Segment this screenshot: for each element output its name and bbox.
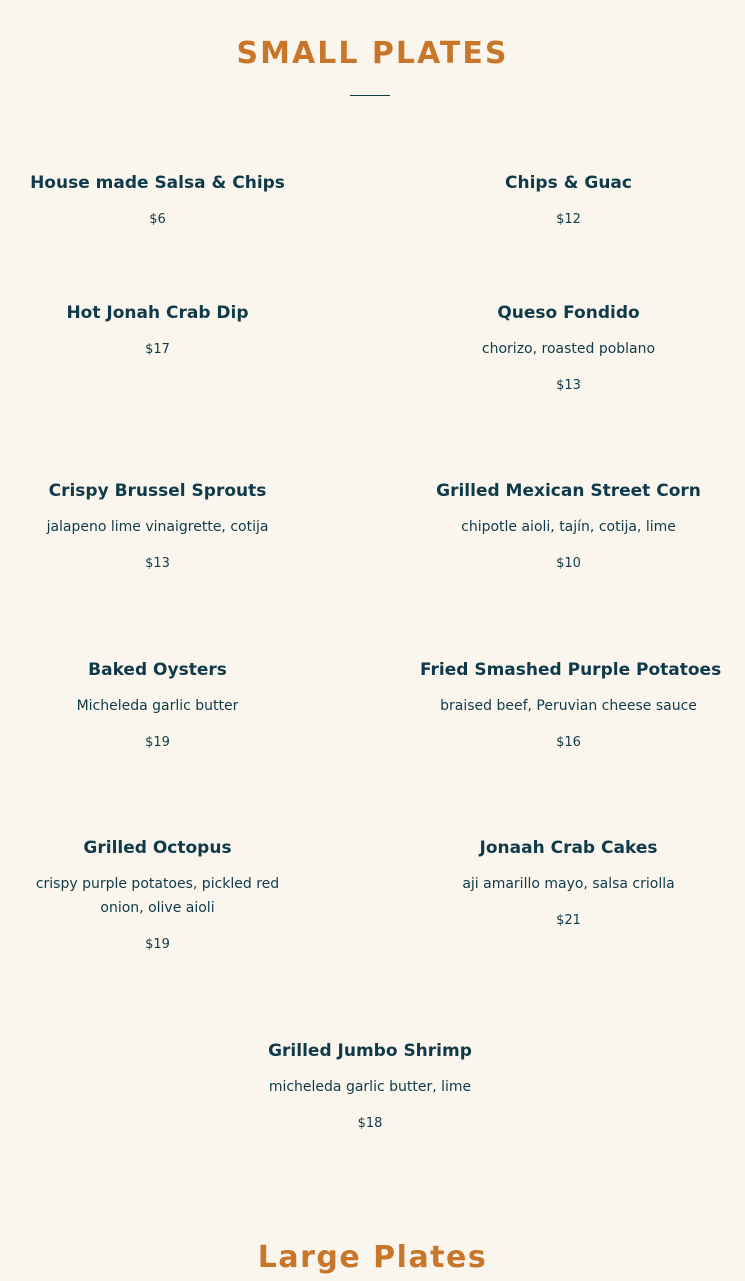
item-name: Grilled Octopus bbox=[83, 838, 232, 858]
item-name: Queso Fondido bbox=[497, 303, 640, 323]
item-description: micheleda garlic butter, lime bbox=[268, 1079, 472, 1095]
item-name: Hot Jonah Crab Dip bbox=[66, 303, 249, 323]
menu-item bbox=[20, 837, 295, 954]
small-plates-heading: SMALL PLATES bbox=[236, 36, 509, 71]
menu-item bbox=[420, 837, 717, 930]
item-price: $6 bbox=[149, 212, 166, 227]
item-price: $16 bbox=[556, 735, 581, 750]
item-price: $10 bbox=[556, 556, 581, 571]
item-price: $21 bbox=[556, 913, 581, 928]
item-price: $19 bbox=[145, 937, 170, 952]
item-description: crispy purple potatoes, pickled red onion, olive aioli bbox=[35, 876, 280, 916]
item-price: $18 bbox=[357, 1116, 383, 1131]
menu-item bbox=[420, 302, 717, 395]
item-description: Micheleda garlic butter bbox=[76, 698, 239, 714]
item-name: House made Salsa & Chips bbox=[30, 173, 285, 193]
menu-item bbox=[420, 480, 717, 573]
item-price: $13 bbox=[145, 556, 170, 571]
menu-item bbox=[420, 172, 717, 229]
item-name: Baked Oysters bbox=[88, 660, 227, 680]
item-name: Grilled Jumbo Shrimp bbox=[268, 1041, 472, 1061]
menu-item bbox=[20, 172, 295, 229]
item-description: braised beef, Peruvian cheese sauce bbox=[440, 698, 697, 714]
item-description: chipotle aioli, tajín, cotija, lime bbox=[461, 519, 676, 535]
item-name: Jonaah Crab Cakes bbox=[479, 838, 658, 858]
item-name: Crispy Brussel Sprouts bbox=[48, 481, 267, 501]
item-description: chorizo, roasted poblano bbox=[481, 341, 656, 357]
menu-item bbox=[20, 302, 295, 359]
item-price: $19 bbox=[145, 735, 170, 750]
item-name: Grilled Mexican Street Corn bbox=[436, 481, 701, 501]
heading-divider bbox=[350, 95, 390, 96]
large-plates-heading: Large Plates bbox=[257, 1240, 488, 1275]
item-description: aji amarillo mayo, salsa criolla bbox=[462, 876, 675, 892]
item-name: Chips & Guac bbox=[505, 173, 632, 193]
item-description: jalapeno lime vinaigrette, cotija bbox=[46, 519, 269, 535]
menu-item bbox=[20, 480, 295, 573]
item-price: $13 bbox=[556, 378, 581, 393]
item-name: Fried Smashed Purple Potatoes bbox=[420, 660, 722, 680]
item-price: $17 bbox=[145, 342, 170, 357]
item-price: $12 bbox=[556, 212, 581, 227]
menu-item bbox=[200, 1040, 540, 1133]
menu-item bbox=[20, 659, 295, 752]
menu-item bbox=[420, 659, 722, 752]
